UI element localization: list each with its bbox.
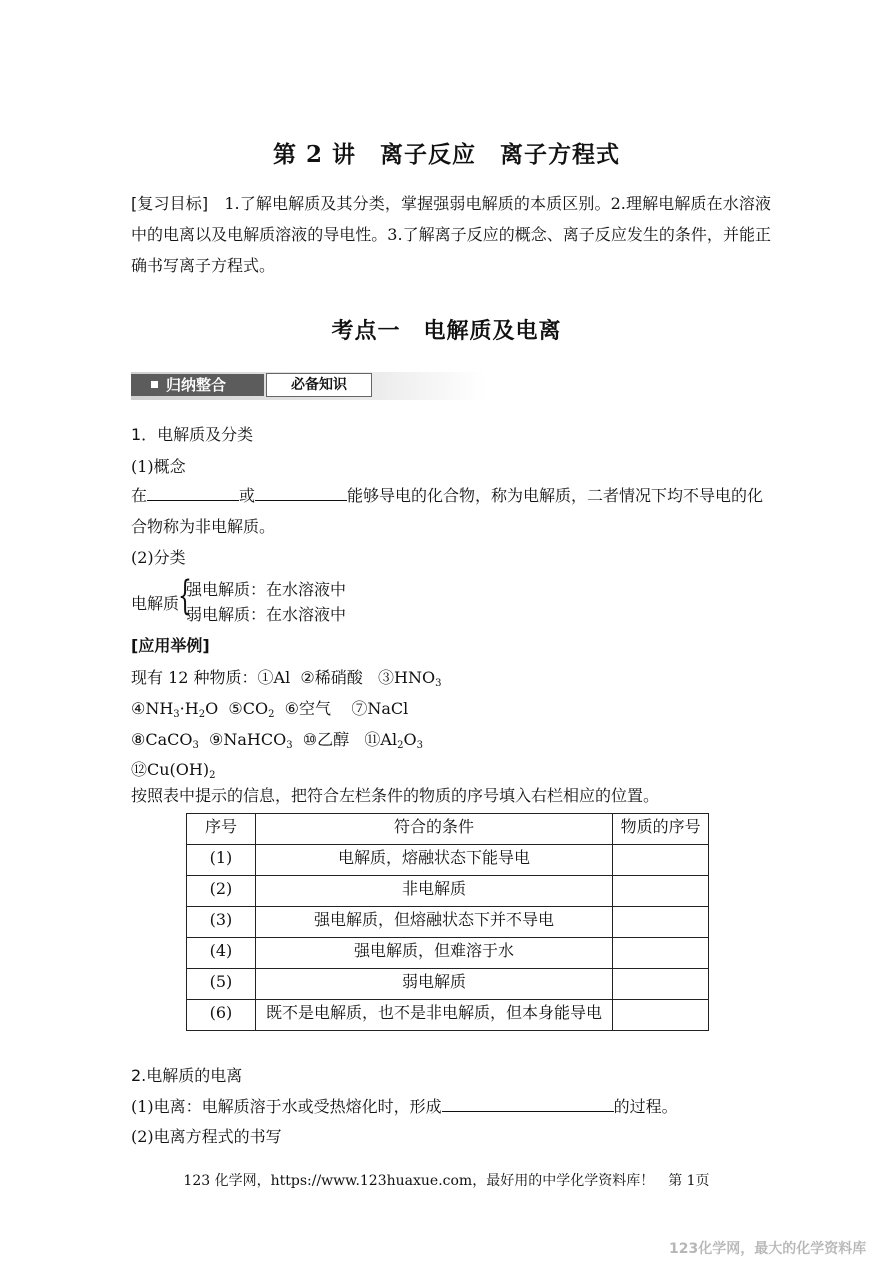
ionization-line [131,1094,678,1117]
substance-6: ⑥空气 [284,699,331,718]
substance-11: ⑪Al [364,730,398,749]
blank-2[interactable] [255,484,347,501]
part2-heading: 2.电解质的电离 [131,1066,243,1085]
substance-3: ③HNO [378,668,436,687]
answer-cell[interactable] [613,845,709,876]
substance-2: ②稀硝酸 [300,668,363,687]
substances-line3: ⑧CaCO$_3$ ⑨NaHCO$_3$ ⑩乙醇 $⑪Al_2O_3$ [131,730,423,751]
page-title: 第 2 讲 离子反应 离子方程式 [272,141,621,168]
square-icon [151,381,158,388]
blank-3[interactable] [442,1095,614,1112]
concept-line2: 合物称为非电解质。 [131,517,276,536]
site-watermark: 123化学网，最大的化学资料库 [669,1241,867,1257]
concept-rest: 能够导电的化合物，称为电解质，二者情况下均不导电的化 [347,486,764,505]
table-row: (6) 既不是电解质，也不是非电解质，但本身能导电 [187,1000,709,1031]
blank-1[interactable] [147,484,239,501]
substances-line4: $⑫Cu(OH)_2$ [131,760,216,781]
table-row: (3) 强电解质，但熔融状态下并不导电 [187,907,709,938]
answer-cell[interactable] [613,969,709,1000]
table-row: (2) 非电解质 [187,876,709,907]
classification-table [186,813,709,1031]
section-banner [131,372,486,400]
concept-label: (1)概念 [131,457,186,476]
concept-in: 在 [131,486,148,505]
strong-electrolyte: 强电解质：在水溶液中 [186,580,347,599]
substance-12: ⑫Cu(OH) [131,760,210,779]
page-footer: 123 化学网，https://www.123huaxue.com，最好用的中学化学资料库！ 第 1页 [183,1173,710,1189]
ionization-text: (1)电离：电解质溶于水或受热熔化时，形成 [131,1097,442,1116]
substance-7: ⑦NaCl [351,699,409,718]
table-row: (4) 强电解质，但难溶于水 [187,938,709,969]
objective-text: 1.了解电解质及其分类，掌握强弱电解质的本质区别。2.理解电解质在水溶液中的电离以及电解质溶液的导电性。3.了解离子反应的概念、离子反应发生的条件，并能正确书写离子方程式。 [131,194,771,275]
substances-line2: $④NH_3\cdot H_2O$ $⑤CO_2$ ⑥空气 ⑦NaCl [131,699,409,720]
example-label: [应用举例] [131,636,210,655]
classification-root: 电解质 [131,594,180,613]
header-substances: 物质的序号 [613,814,709,845]
banner-knowledge-tab: 必备知识 [266,373,372,397]
objective-label: [复习目标] [131,194,209,213]
equation-label: (2)电离方程式的书写 [131,1127,282,1146]
answer-cell[interactable] [613,938,709,969]
table-row: (5) 弱电解质 [187,969,709,1000]
header-index: 序号 [187,814,256,845]
answer-cell[interactable] [613,1000,709,1031]
substance-8: ⑧CaCO [131,730,193,749]
banner-left-label: 归纳整合 [166,376,227,394]
concept-line [131,483,763,506]
example-intro: 现有 12 种物质： [131,668,258,687]
answer-cell[interactable] [613,907,709,938]
ionization-tail: 的过程。 [613,1097,678,1116]
table-row: (1) 电解质，熔融状态下能导电 [187,845,709,876]
substance-4: ④NH [131,699,174,718]
substance-10: ⑩乙醇 [302,730,350,749]
weak-electrolyte: 弱电解质：在水溶液中 [186,605,347,624]
answer-cell[interactable] [613,876,709,907]
table-header-row [187,814,709,845]
header-condition: 符合的条件 [255,814,612,845]
substance-5: ⑤CO [228,699,269,718]
concept-or: 或 [239,486,256,505]
classification-label: (2)分类 [131,548,186,567]
brace-icon: { [178,573,192,619]
table-instruction: 按照表中提示的信息，把符合左栏条件的物质的序号填入右栏相应的位置。 [131,786,660,805]
substances-line1: 现有 12 种物质：①Al ②稀硝酸 $③HNO_3$ [131,668,442,689]
substance-9: ⑨NaHCO [209,730,287,749]
section-title: 考点一 电解质及电离 [331,318,562,344]
part1-heading: 1．电解质及分类 [131,425,254,444]
review-objectives [131,188,771,281]
substance-1: ①Al [257,668,291,687]
banner-summary-tab [131,374,264,396]
